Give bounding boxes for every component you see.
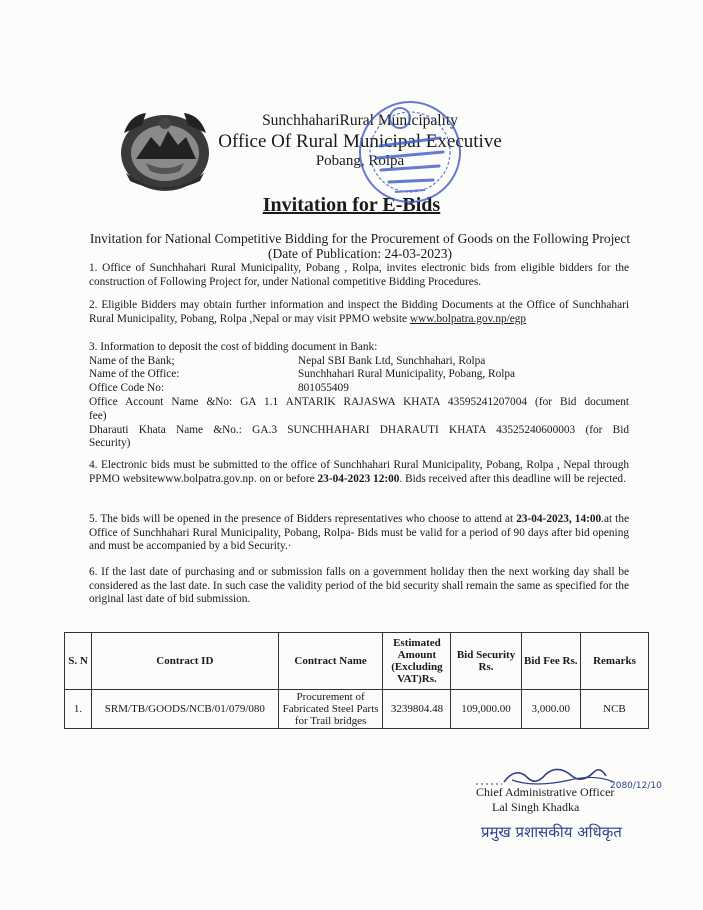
paragraph-5-post: .at the Office of Sunchhahari Rural Municipality, Pobang, Rolpa- Bids must be valid for a period of 90 days after bid opening and must be accompanied by a bid Security.· <box>89 513 629 553</box>
col-header-contract-name: Contract Name <box>278 633 383 690</box>
col-header-sn: S. N <box>65 633 92 690</box>
opening-datetime: 23-04-2023, 14:00 <box>516 513 602 525</box>
header-office-name: Office Of Rural Municipal Executive <box>218 131 502 152</box>
page-title: Invitation for E-Bids <box>262 194 441 216</box>
header-municipality-name: SunchhahariRural Municipality <box>262 112 458 129</box>
ppmo-link[interactable]: www.bolpatra.gov.np/egp <box>409 312 527 325</box>
paragraph-6: 6. If the last date of purchasing and or submission falls on a government holiday then the next working day shall be considered as the last date. In such case the validity period of the bid security shall remain the same as specified for the original last date of bid submission. <box>89 566 629 606</box>
cell-bid-security: 109,000.00 <box>451 690 521 729</box>
col-header-bid-fee: Bid Fee Rs. <box>521 633 580 690</box>
table-header-row <box>65 633 649 690</box>
office-code-label: Office Code No: <box>89 381 165 394</box>
table-row <box>65 690 649 729</box>
account-line-2: fee) <box>89 409 107 422</box>
bank-name-label: Name of the Bank; <box>89 354 175 367</box>
office-name-row <box>89 368 629 382</box>
dharauti-line-1: Dharauti Khata Name &No.: GA.3 SUNCHHAHARI DHARAUTI KHATA 43525240600003 (for Bid <box>89 423 629 436</box>
bids-table <box>64 632 649 729</box>
bank-information <box>89 341 629 451</box>
signatory-title: Chief Administrative Officer <box>476 785 615 799</box>
paragraph-4-pre: 4. Electronic bids must be submitted to the office of Sunchhahari Rural Municipality, Pobang, Rolpa , Nepal through PPMO websitewww.bolpatra.gov.np. on or before <box>89 459 629 485</box>
signature-date: 2080/12/10 <box>610 781 662 791</box>
paragraph-4 <box>89 459 629 486</box>
submission-deadline: 23-04-2023 12:00 <box>317 472 400 485</box>
cell-sn: 1. <box>65 690 92 729</box>
col-header-estimated-amount: Estimated Amount (Excluding VAT)Rs. <box>383 633 451 690</box>
cell-bid-fee: 3,000.00 <box>521 690 580 729</box>
office-name-value: Sunchhahari Rural Municipality, Pobang, Rolpa <box>298 368 516 381</box>
account-line-1: Office Account Name &No: GA 1.1 ANTARIK RAJASWA KHATA 43595241207004 (for Bid document <box>89 396 629 409</box>
cell-remarks: NCB <box>580 690 648 729</box>
official-stamp-seal <box>355 96 465 208</box>
cell-estimated-amount: 3239804.48 <box>383 690 451 729</box>
cell-contract-id: SRM/TB/GOODS/NCB/01/079/080 <box>91 690 278 729</box>
dharauti-line-2: Security) <box>89 437 131 450</box>
col-header-remarks: Remarks <box>580 633 648 690</box>
bank-name-value: Nepal SBI Bank Ltd, Sunchhahari, Rolpa <box>298 354 486 367</box>
office-code-value: 801055409 <box>298 381 349 394</box>
col-header-contract-id: Contract ID <box>91 633 278 690</box>
bank-name-row <box>89 355 629 369</box>
cell-contract-name: Procurement of Fabricated Steel Parts for Trail bridges <box>278 690 383 729</box>
publication-date: (Date of Publication: 24-03-2023) <box>267 246 453 261</box>
paragraph-5-pre: 5. The bids will be opened in the presence of Bidders representatives who choose to attend at <box>89 513 517 525</box>
devanagari-designation: प्रमुख प्रशासकीय अधिकृत <box>481 823 622 841</box>
office-name-label: Name of the Office: <box>89 368 180 381</box>
paragraph-1: 1. Office of Sunchhahari Rural Municipality, Pobang , Rolpa, invites electronic bids from eligible bidders for the construction of Following Project for, under National competitive Bidding Procedures. <box>89 262 629 288</box>
office-code-row <box>89 382 629 396</box>
subtitle-line1: Invitation for National Competitive Bidding for the Procurement of Goods on the Following Project <box>89 231 631 246</box>
paragraph-2 <box>89 299 629 326</box>
paragraph-4-post: . Bids received after this deadline will be rejected. <box>399 472 626 485</box>
col-header-bid-security: Bid Security Rs. <box>451 633 521 690</box>
paragraph-2-text: 2. Eligible Bidders may obtain further information and inspect the Bidding Documents at the Office of Sunchhahari Rural Municipality, Pobang, Rolpa ,Nepal or may visit PPMO website <box>89 299 629 325</box>
header-location: Pobang, Rolpa <box>315 153 405 169</box>
bank-info-heading: 3. Information to deposit the cost of bidding document in Bank: <box>89 341 378 353</box>
paragraph-5 <box>89 513 629 554</box>
signatory-name: Lal Singh Khadka <box>492 800 580 814</box>
